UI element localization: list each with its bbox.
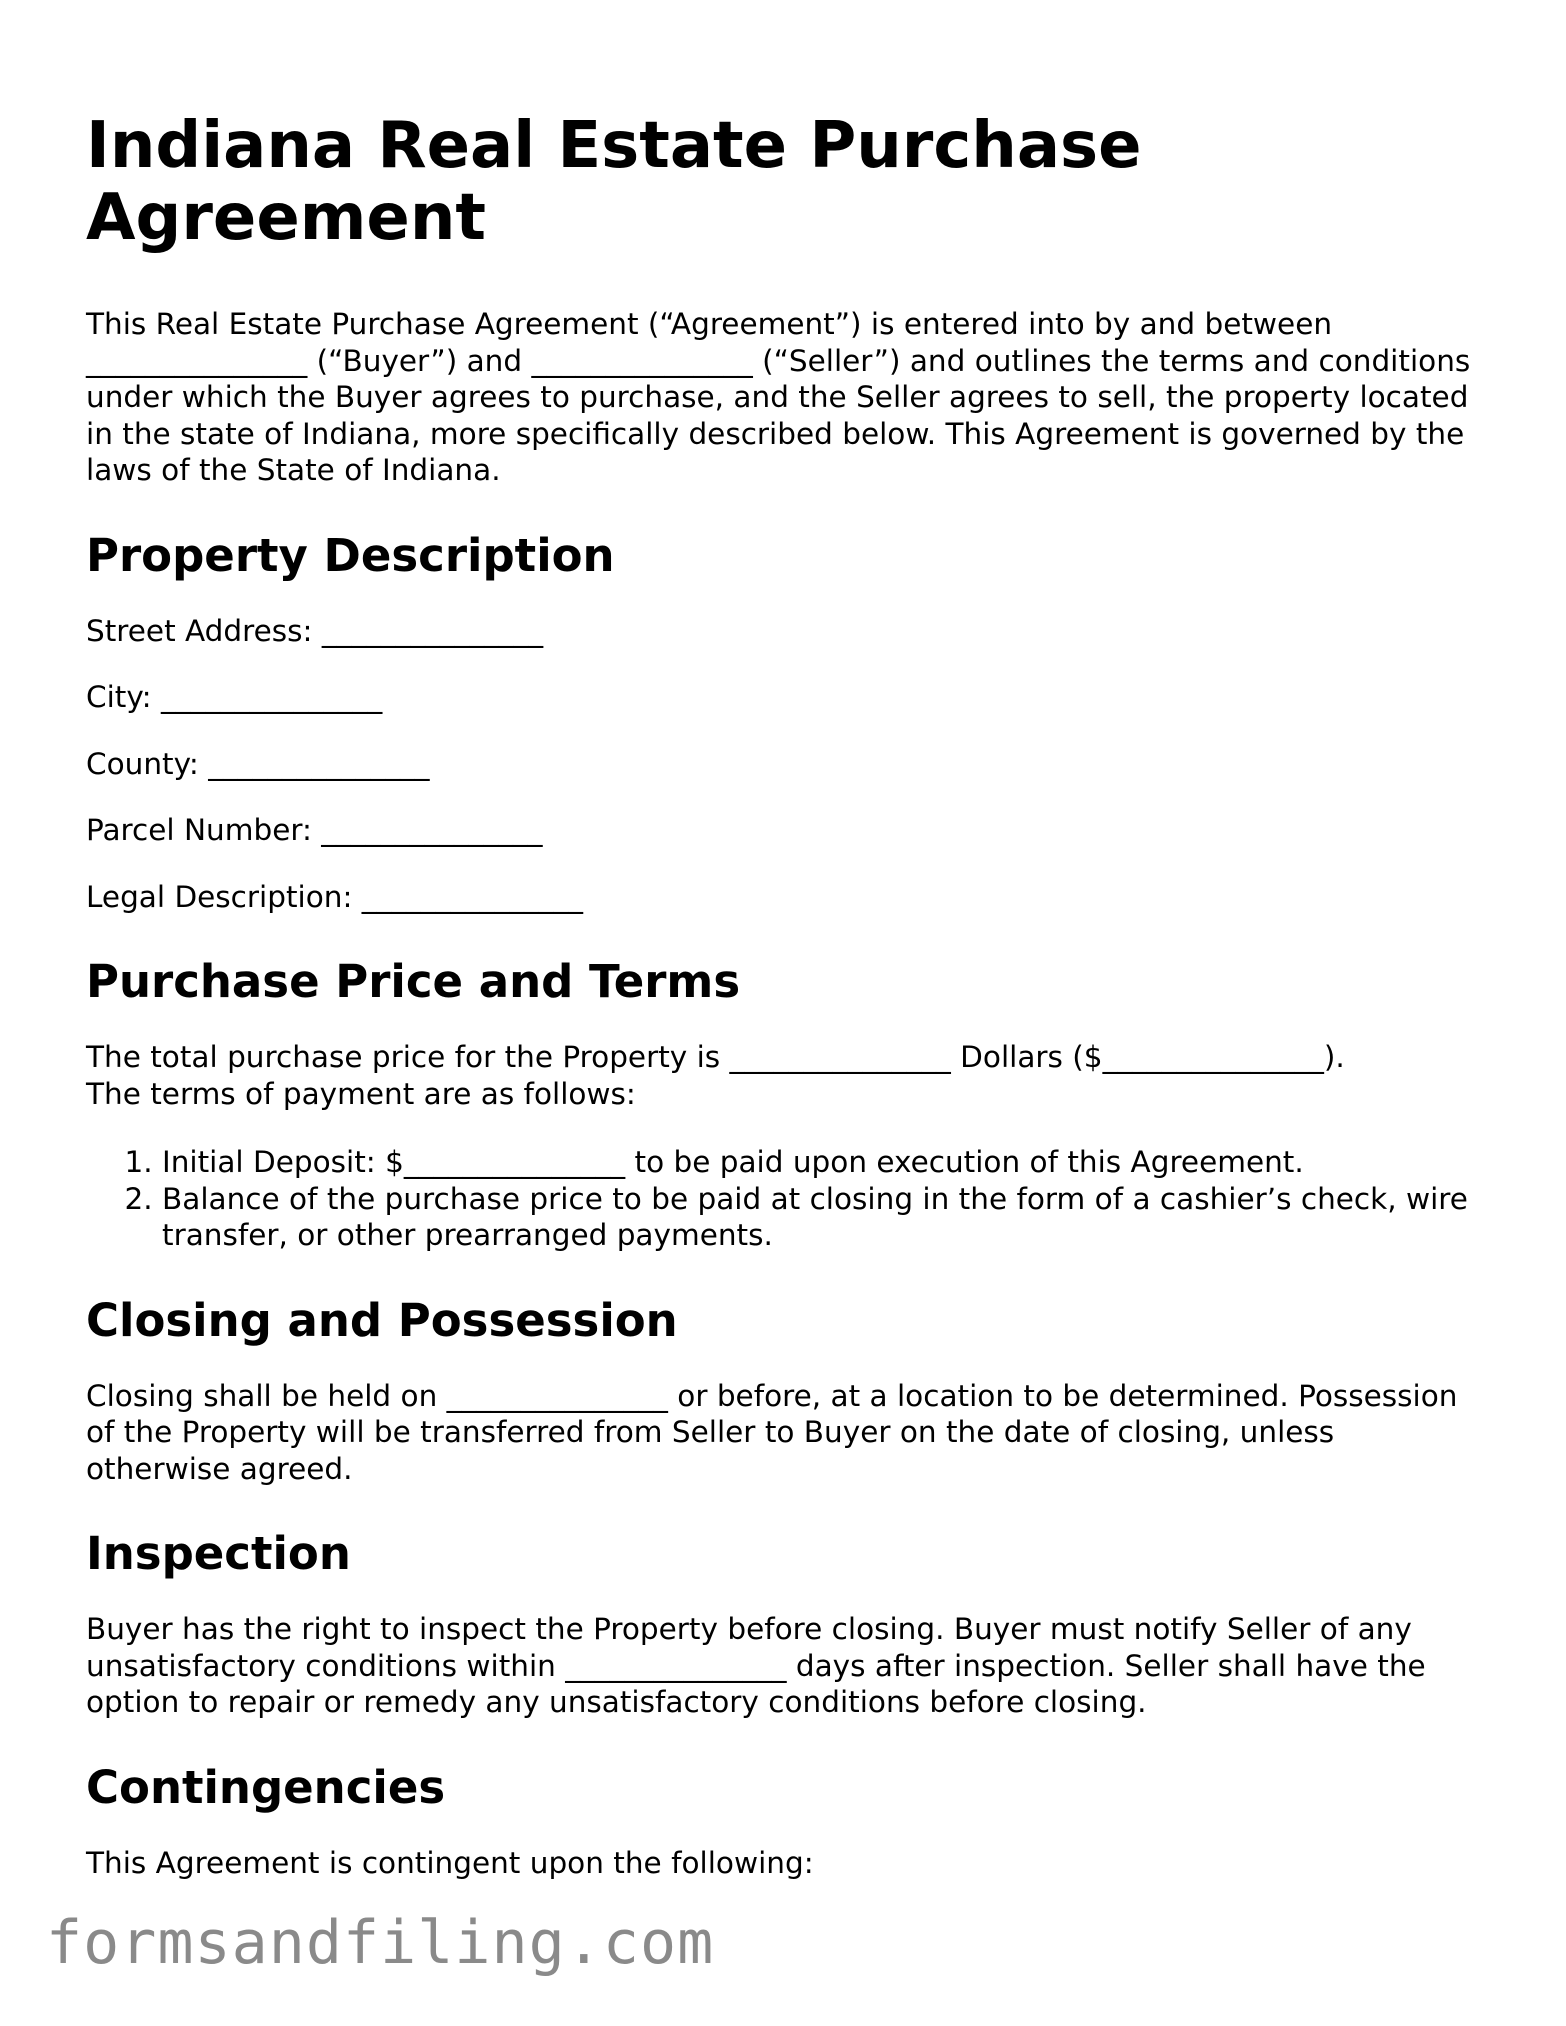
price-amount-blank: _______________	[1102, 1040, 1324, 1074]
field-label: Street Address:	[86, 613, 313, 648]
legal-description-field	[86, 879, 1486, 916]
list-item: 2. Balance of the purchase price to be paid at closing in the form of a cashier’s check, wire transfer, or other prearranged payments.	[162, 1181, 1486, 1254]
inspection-text-1: Buyer has the right to inspect the Property before closing. Buyer must notify Seller of any unsatisfactory conditions within	[86, 1612, 1412, 1683]
intro-paragraph	[86, 306, 1486, 489]
property-heading: Property Description	[86, 528, 615, 582]
buyer-blank: _______________	[86, 343, 308, 378]
field-label: City:	[86, 680, 152, 714]
parcel-number-field	[86, 812, 1486, 849]
list-item	[162, 1144, 1486, 1181]
field-blank: _______________	[361, 879, 584, 914]
seller-blank: _______________	[531, 343, 753, 378]
street-address-field	[86, 613, 1486, 650]
watermark: formsandfiling.com	[46, 1908, 715, 1978]
price-text-4: The terms of payment are as follows:	[86, 1076, 636, 1111]
field-label: Legal Description:	[86, 879, 353, 914]
closing-date-blank: _______________	[446, 1378, 668, 1413]
deposit-text-2: to be paid upon execution of this Agreement.	[625, 1145, 1304, 1179]
county-field	[86, 746, 1486, 783]
city-field	[86, 679, 1486, 716]
price-text-1: The total purchase price for the Property is	[86, 1040, 730, 1074]
document-page	[86, 110, 1486, 1921]
field-blank: _______________	[208, 746, 430, 781]
inspection-days-blank: _______________	[565, 1648, 787, 1683]
closing-heading: Closing and Possession	[86, 1293, 678, 1347]
deposit-text-1: Initial Deposit: $	[162, 1145, 404, 1179]
closing-text-2: or before, at a location to be determined. Possession of the Property will be transferred from Seller to Buyer on the date of closing, unless otherwise agreed.	[86, 1378, 1458, 1486]
price-paragraph	[86, 1039, 1486, 1112]
deposit-blank: _______________	[403, 1145, 626, 1179]
document-title: Indiana Real Estate Purchase Agreement	[86, 109, 1142, 255]
contingencies-heading: Contingencies	[86, 1760, 446, 1814]
price-heading: Purchase Price and Terms	[86, 955, 741, 1008]
field-label: Parcel Number:	[86, 813, 312, 847]
price-text-2: Dollars ($	[950, 1040, 1103, 1074]
field-blank: _______________	[321, 813, 543, 847]
intro-text-1: This Real Estate Purchase Agreement (“Agreement”) is entered into by and between	[86, 307, 1333, 341]
field-blank: _______________	[161, 680, 383, 714]
contingencies-paragraph: This Agreement is contingent upon the following:	[86, 1845, 814, 1880]
intro-text-2: (“Buyer”) and	[307, 343, 532, 378]
field-blank: _______________	[321, 613, 544, 648]
closing-text-1: Closing shall be held on	[86, 1378, 447, 1413]
field-label: County:	[86, 746, 199, 781]
price-words-blank: _______________	[729, 1040, 951, 1074]
intro-text-3: (“Seller”) and outlines the terms and conditions under which the Buyer agrees to purchase, and the Seller agrees to sell, the property located in the state of Indiana, more specifically described below. This Agreement is governed by the laws of the State of Indiana.	[86, 343, 1471, 487]
inspection-paragraph	[86, 1611, 1486, 1721]
payment-terms-list	[86, 1144, 1486, 1254]
inspection-text-2: days after inspection. Seller shall have the option to repair or remedy any unsatisfactory conditions before closing.	[86, 1648, 1426, 1719]
closing-paragraph	[86, 1378, 1486, 1488]
inspection-heading: Inspection	[86, 1527, 351, 1580]
price-text-3: ).	[1323, 1040, 1345, 1074]
